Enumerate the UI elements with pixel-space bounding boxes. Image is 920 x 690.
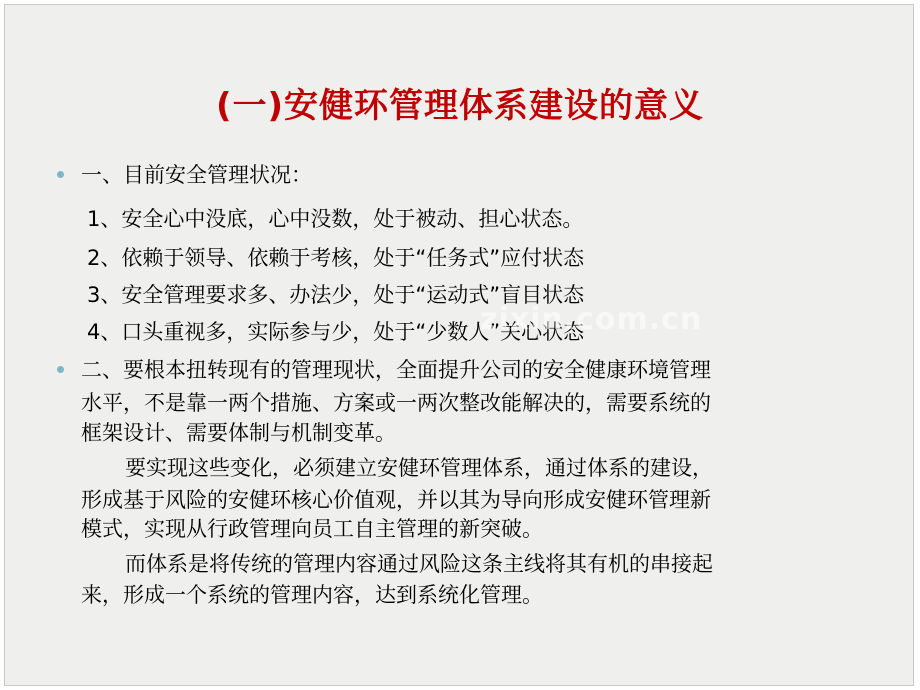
bullet-dot-icon: [57, 171, 64, 178]
list-item: 4、口头重视多，实际参与少，处于“少数人”关心状态: [87, 320, 585, 344]
para1-line: 要实现这些变化，必须建立安健环管理体系，通过体系的建设，: [125, 456, 713, 480]
list-item: 1、安全心中没底，心中没数，处于被动、担心状态。: [87, 207, 584, 231]
list-item: 3、安全管理要求多、办法少，处于“运动式”盲目状态: [87, 283, 585, 307]
list-item: 2、依赖于领导、依赖于考核，处于“任务式”应付状态: [87, 246, 585, 270]
para2-line: 而体系是将传统的管理内容通过风险这条主线将其有机的串接起: [125, 552, 713, 576]
bullet1-heading: 一、目前安全管理状况：: [81, 163, 312, 187]
para1-line: 形成基于风险的安健环核心价值观，并以其为导向形成安健环管理新: [81, 488, 711, 512]
para2-line: 来，形成一个系统的管理内容，达到系统化管理。: [81, 583, 543, 607]
slide-title: (一)安健环管理体系建设的意义: [215, 86, 705, 126]
bullet2-line: 水平，不是靠一两个措施、方案或一两次整改能解决的，需要系统的: [81, 391, 711, 415]
watermark: zixin.com.cn: [480, 302, 703, 337]
bullet-dot-icon: [57, 366, 64, 373]
bullet2-line: 框架设计、需要体制与机制变革。: [81, 421, 396, 445]
para1-line: 模式，实现从行政管理向员工自主管理的新突破。: [81, 517, 543, 541]
bullet2-line: 二、要根本扭转现有的管理现状，全面提升公司的安全健康环境管理: [81, 358, 711, 382]
